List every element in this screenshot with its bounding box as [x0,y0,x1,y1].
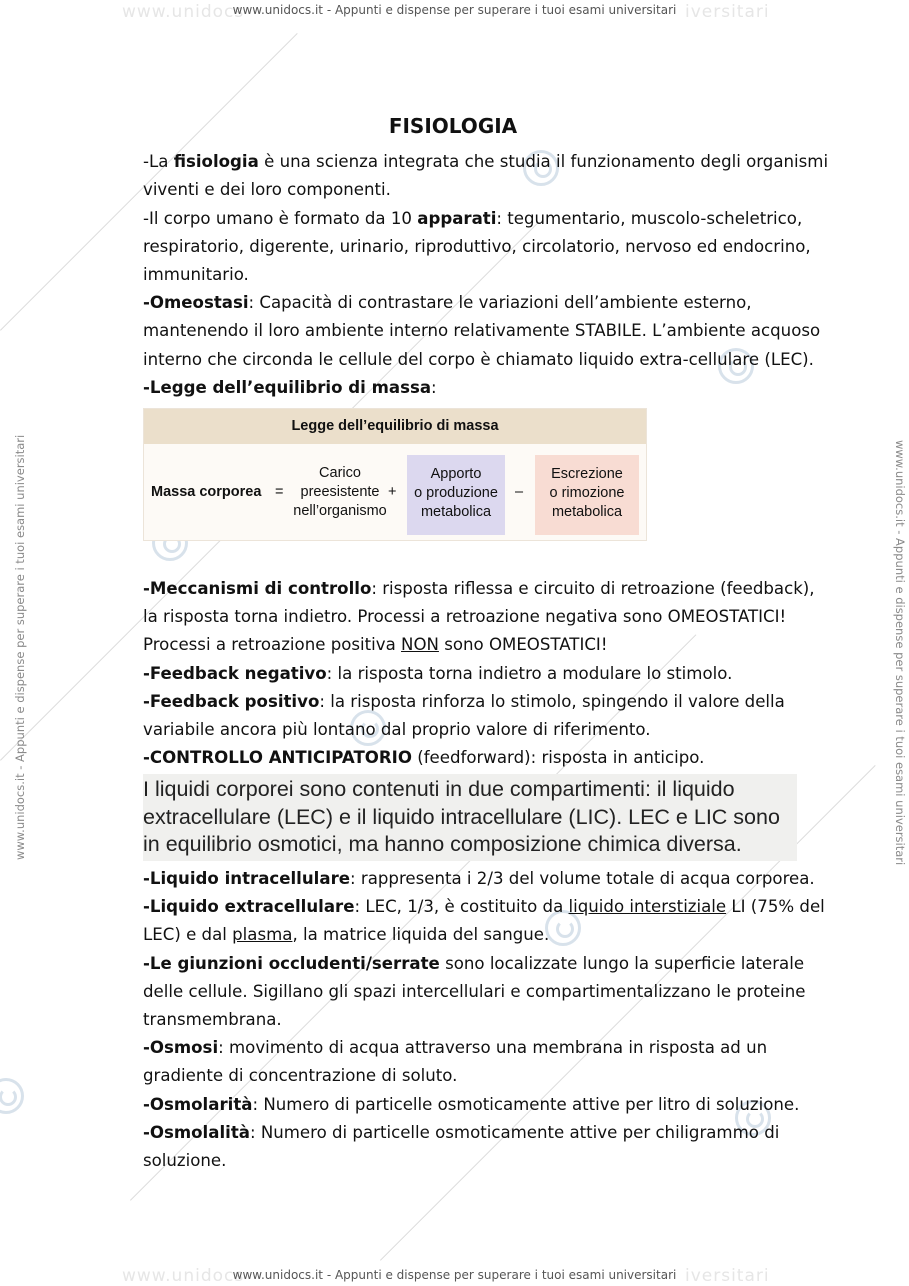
figure-apporto-box [407,455,505,535]
watermark-banner-bottom: www.unidocs.it - Appunti e dispense per superare i tuoi esami universitari [232,1268,677,1282]
bold-term: -Omeostasi [143,293,249,313]
bold-term: -CONTROLLO ANTICIPATORIO [143,748,412,768]
figure-escrezione-box [535,455,639,535]
bold-term: -Liquido intracellulare [143,868,351,888]
bold-term: -Liquido extracellulare [143,897,355,917]
figure-text: Apporto [430,466,482,483]
figure-text: metabolica [420,504,492,521]
figure-text: o produzione [414,485,498,502]
figure-massa-label: Massa corporea [151,484,262,501]
paragraph-omeostasi [143,289,833,374]
text: : Capacità di contrastare le variazioni dell’ambiente esterno, mantenendo il loro ambiente interno relativamente STABILE. L’ambiente acquoso interno che circonda le cellule del corpo è chiamato liquido extra-cellulare (LEC). [143,293,821,369]
text: (feedforward): risposta in anticipo. [411,748,705,768]
underlined-term: NON [401,635,439,655]
highlight-callout: I liquidi corporei sono contenuti in due compartimenti: il liquido extracellulare (LEC) e il liquido intracellulare (LIC). LEC e LIC sono in equilibrio osmotici, ma hanno composizione chimica diversa. [143,774,797,861]
paragraph-meccanismi [143,575,833,660]
bold-term: -Osmolalità [143,1122,250,1142]
paragraph-liquido-extracellulare [143,893,833,949]
paragraph-fisiologia [143,148,833,204]
figure-text: nell’organismo [293,503,387,520]
figure-equals: = [275,484,284,501]
watermark-side-right: www.unidocs.it - Appunti e dispense per superare i tuoi esami universitari [893,440,907,866]
text: LI (75% del LEC) e dal [143,897,825,945]
text: : la risposta rinforza lo stimolo, spingendo il valore della variabile ancora più lontano dal proprio valore di riferimento. [143,691,785,740]
figure-text: Carico [319,465,361,482]
paragraph-apparati [143,205,833,290]
figure-text: o rimozione [549,485,625,502]
page-title: FISIOLOGIA [388,114,518,138]
text: , la matrice liquida del sangue. [292,925,550,945]
figure-carico [282,464,398,521]
paragraph-osmosi [143,1034,833,1090]
watermark-ghost-text: www.unidocs [122,2,245,22]
figure-plus: + [388,484,397,501]
text: : tegumentario, muscolo-scheletrico, respiratorio, digerente, urinario, riproduttivo, circolatorio, nervoso ed endocrino, immunitario. [143,208,811,285]
underlined-term: liquido interstiziale [568,897,727,917]
figure-equation [144,455,646,535]
text: : la risposta torna indietro a modulare lo stimolo. [326,663,733,683]
text: : [431,377,437,397]
text: sono OMEOSTATICI! [438,635,608,655]
bold-term: -Osmosi [143,1038,219,1058]
text: : Numero di particelle osmoticamente attive per chiligrammo di soluzione. [143,1122,780,1170]
text: : rappresenta i 2/3 del volume totale di acqua corporea. [350,868,815,888]
watermark-side-left: www.unidocs.it - Appunti e dispense per superare i tuoi esami universitari [13,434,27,860]
text: : Numero di particelle osmoticamente attive per litro di soluzione. [252,1094,800,1114]
bold-term: fisiologia [173,152,259,172]
watermark-banner-top: www.unidocs.it - Appunti e dispense per superare i tuoi esami universitari [232,3,677,17]
paragraph-osmolarita [143,1091,833,1119]
text: : movimento di acqua attraverso una membrana in risposta ad un gradiente di concentrazione di soluto. [143,1038,768,1086]
figure-minus: – [515,484,524,501]
bold-term: -Feedback positivo [143,691,320,711]
paragraph-controllo-anticipatorio [143,744,833,772]
text: : risposta riflessa e circuito di retroazione (feedback), la risposta torna indietro. Processi a retroazione negativa sono OMEOSTATICI! Processi a retroazione positiva [143,579,815,655]
unidocs-logo-icon [0,1078,24,1114]
bold-term: apparati [417,208,497,228]
text: -La [143,152,174,172]
figure-text: Escrezione [551,466,623,483]
document-content [143,112,833,1175]
paragraph-osmolalita [143,1119,833,1175]
text: -Il corpo umano è formato da 10 [143,208,418,228]
paragraph-feedback-negativo [143,660,833,688]
paragraph-giunzioni [143,950,833,1035]
paragraph-feedback-positivo [143,688,833,744]
text: : LEC, 1/3, è costituito da [354,897,569,917]
paragraph-legge [143,374,833,402]
figure-text: preesistente [300,484,380,501]
bold-term: -Legge dell’equilibrio di massa [143,377,432,397]
watermark-ghost-text: iversitari [685,1266,770,1286]
underlined-term: plasma [232,925,293,945]
mass-balance-figure [143,408,647,541]
bold-term: -Osmolarità [143,1094,253,1114]
bold-term: -Le giunzioni occludenti/serrate [143,953,440,973]
bold-term: -Feedback negativo [143,663,327,683]
watermark-ghost-text: iversitari [685,2,770,22]
watermark-ghost-text: www.unidocs [122,1266,245,1286]
text: è una scienza integrata che studia il funzionamento degli organismi viventi e dei loro componenti. [143,152,829,200]
text: sono localizzate lungo la superficie laterale delle cellule. Sigillano gli spazi intercellulari e compartimentalizzano le proteine transmembrana. [143,953,806,1029]
figure-text: metabolica [551,504,623,521]
figure-header: Legge dell’equilibrio di massa [144,409,646,444]
bold-term: -Meccanismi di controllo [143,579,372,599]
paragraph-liquido-intracellulare [143,865,833,893]
